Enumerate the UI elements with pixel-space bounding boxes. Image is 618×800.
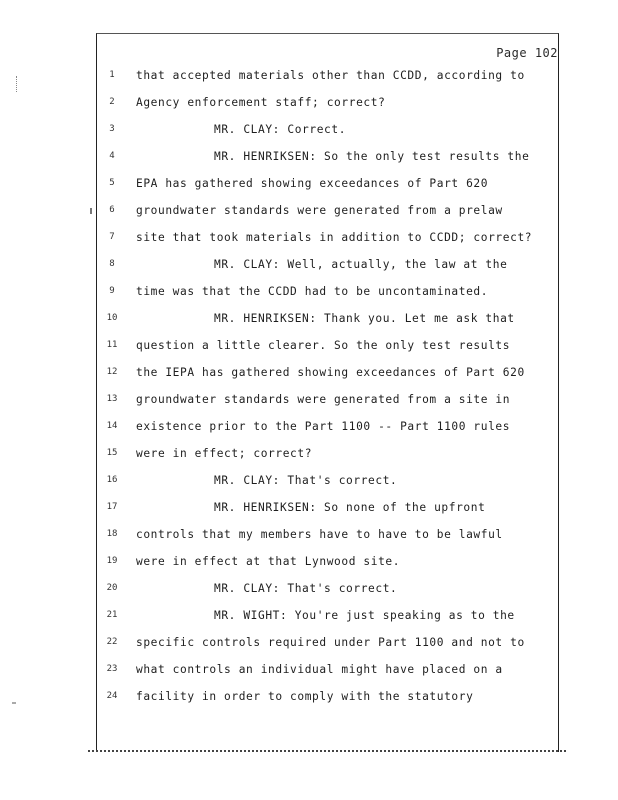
page-number: Page 102 [496, 46, 558, 60]
line-number: 17 [106, 502, 118, 512]
line-text: facility in order to comply with the statutory [136, 690, 474, 703]
line-number: 23 [106, 664, 118, 674]
transcript-line [96, 494, 557, 521]
line-number: 1 [109, 70, 115, 80]
transcript-line [96, 89, 557, 116]
line-number: 24 [106, 691, 118, 701]
line-text: MR. CLAY: Correct. [214, 123, 347, 136]
line-text: question a little clearer. So the only test results [136, 339, 511, 352]
line-number: 4 [109, 151, 115, 161]
line-number: 9 [109, 286, 115, 296]
transcript-line [96, 440, 557, 467]
line-number: 15 [106, 448, 118, 458]
line-text: MR. WIGHT: You're just speaking as to the [214, 609, 515, 622]
transcript-line [96, 467, 557, 494]
transcript-line [96, 116, 557, 143]
line-number: 14 [106, 421, 118, 431]
transcript-line [96, 386, 557, 413]
line-text: what controls an individual might have placed on a [136, 663, 503, 676]
line-text: groundwater standards were generated from a prelaw [136, 204, 503, 217]
line-text: MR. CLAY: Well, actually, the law at the [214, 258, 508, 271]
line-number: 20 [106, 583, 118, 593]
line-text: Agency enforcement staff; correct? [136, 96, 386, 109]
line-text: site that took materials in addition to CCDD; correct? [136, 231, 533, 244]
line-text: the IEPA has gathered showing exceedances of Part 620 [136, 366, 525, 379]
transcript-line [96, 332, 557, 359]
line-number: 8 [109, 259, 115, 269]
line-number: 21 [106, 610, 118, 620]
line-number: 5 [109, 178, 115, 188]
line-text: MR. HENRIKSEN: So the only test results the [214, 150, 530, 163]
line-number: 12 [106, 367, 118, 377]
line-text: MR. HENRIKSEN: Thank you. Let me ask that [214, 312, 515, 325]
line-number: 19 [106, 556, 118, 566]
line-number: 6 [109, 205, 115, 215]
transcript-line [96, 548, 557, 575]
transcript-line [96, 170, 557, 197]
line-text: time was that the CCDD had to be uncontaminated. [136, 285, 489, 298]
line-number: 7 [109, 232, 115, 242]
line-text: controls that my members have to have to be lawful [136, 528, 503, 541]
transcript-line [96, 305, 557, 332]
line-text: specific controls required under Part 1100 and not to [136, 636, 525, 649]
scan-artifact [12, 702, 16, 704]
transcript-line [96, 278, 557, 305]
transcript-line [96, 251, 557, 278]
transcript-line [96, 521, 557, 548]
transcript-lines [96, 62, 557, 710]
transcript-line [96, 359, 557, 386]
line-number: 16 [106, 475, 118, 485]
line-text: that accepted materials other than CCDD, according to [136, 69, 525, 82]
scan-artifact [90, 208, 92, 214]
transcript-line [96, 197, 557, 224]
transcript-line [96, 143, 557, 170]
transcript-line [96, 62, 557, 89]
line-number: 11 [106, 340, 118, 350]
line-text: groundwater standards were generated from a site in [136, 393, 511, 406]
transcript-line [96, 575, 557, 602]
line-number: 22 [106, 637, 118, 647]
line-text: MR. CLAY: That's correct. [214, 474, 398, 487]
footer-rule [88, 750, 566, 752]
line-number: 3 [109, 124, 115, 134]
line-text: EPA has gathered showing exceedances of Part 620 [136, 177, 489, 190]
line-text: were in effect; correct? [136, 447, 313, 460]
line-number: 13 [106, 394, 118, 404]
transcript-line [96, 629, 557, 656]
line-text: were in effect at that Lynwood site. [136, 555, 401, 568]
scan-artifact [16, 76, 19, 92]
line-number: 2 [109, 97, 115, 107]
line-text: MR. HENRIKSEN: So none of the upfront [214, 501, 486, 514]
line-number: 18 [106, 529, 118, 539]
transcript-line [96, 413, 557, 440]
line-number: 10 [106, 313, 118, 323]
transcript-line [96, 602, 557, 629]
line-text: existence prior to the Part 1100 -- Part 1100 rules [136, 420, 511, 433]
transcript-line [96, 683, 557, 710]
transcript-line [96, 224, 557, 251]
line-text: MR. CLAY: That's correct. [214, 582, 398, 595]
transcript-line [96, 656, 557, 683]
